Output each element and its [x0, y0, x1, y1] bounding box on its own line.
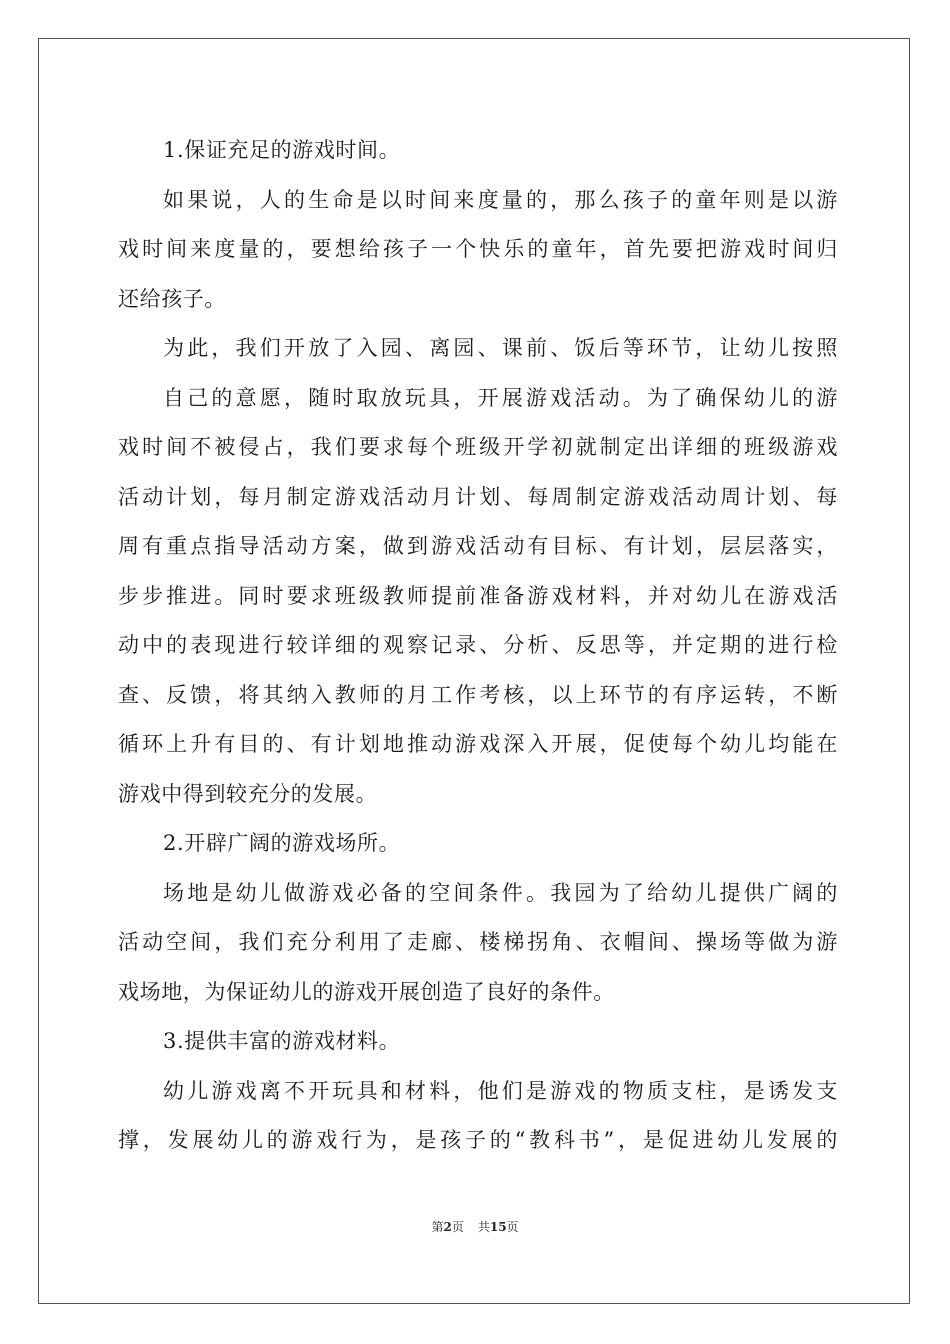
text-line: 查、反馈，将其纳入教师的月工作考核，以上环节的有序运转，不断 [118, 682, 838, 707]
text-line: 自己的意愿，随时取放玩具，开展游戏活动。为了确保幼儿的游 [163, 385, 838, 410]
heading-3: 3.提供丰富的游戏材料。 [163, 1029, 401, 1053]
page-prefix: 第 [431, 1220, 444, 1234]
text-line: 还给孩子。 [118, 286, 226, 311]
total-suffix: 页 [506, 1220, 519, 1234]
text-line: 如果说，人的生命是以时间来度量的，那么孩子的童年则是以游 [163, 187, 838, 212]
text-line: 戏场地，为保证幼儿的游戏开展创造了良好的条件。 [118, 979, 615, 1004]
text-line: 幼儿游戏离不开玩具和材料，他们是游戏的物质支柱，是诱发支 [163, 1078, 838, 1103]
text-line: 为此，我们开放了入园、离园、课前、饭后等环节，让幼儿按照 [163, 336, 838, 360]
text-line: 循环上升有目的、有计划地推动游戏深入开展，促使每个幼儿均能在 [118, 732, 838, 756]
page-footer [0, 1218, 950, 1235]
total-pages: 15 [489, 1220, 507, 1234]
document-body [118, 126, 838, 1166]
text-line: 戏时间来度量的，要想给孩子一个快乐的童年，首先要把游戏时间归 [118, 237, 838, 261]
text-line: 撑，发展幼儿的游戏行为，是孩子的“教科书”，是促进幼儿发展的 [118, 1128, 838, 1152]
text-line: 动中的表现进行较详细的观察记录、分析、反思等，并定期的进行检 [118, 633, 838, 657]
page-suffix: 页 [451, 1220, 464, 1234]
heading-2: 2.开辟广阔的游戏场所。 [163, 831, 401, 855]
text-line: 活动计划，每月制定游戏活动月计划、每周制定游戏活动周计划、每 [118, 484, 838, 509]
text-line: 游戏中得到较充分的发展。 [118, 781, 378, 806]
text-line: 周有重点指导活动方案，做到游戏活动有目标、有计划，层层落实， [118, 534, 838, 558]
page-number: 2 [443, 1220, 452, 1234]
heading-1: 1.保证充足的游戏时间。 [163, 138, 401, 162]
text-line: 场地是幼儿做游戏必备的空间条件。我园为了给幼儿提供广阔的 [163, 880, 838, 905]
total-prefix: 共 [477, 1220, 490, 1234]
text-line: 步步推进。同时要求班级教师提前准备游戏材料，并对幼儿在游戏活 [118, 583, 838, 608]
text-line: 戏时间不被侵占，我们要求每个班级开学初就制定出详细的班级游戏 [118, 435, 838, 459]
text-line: 活动空间，我们充分利用了走廊、楼梯拐角、衣帽间、操场等做为游 [118, 930, 838, 954]
